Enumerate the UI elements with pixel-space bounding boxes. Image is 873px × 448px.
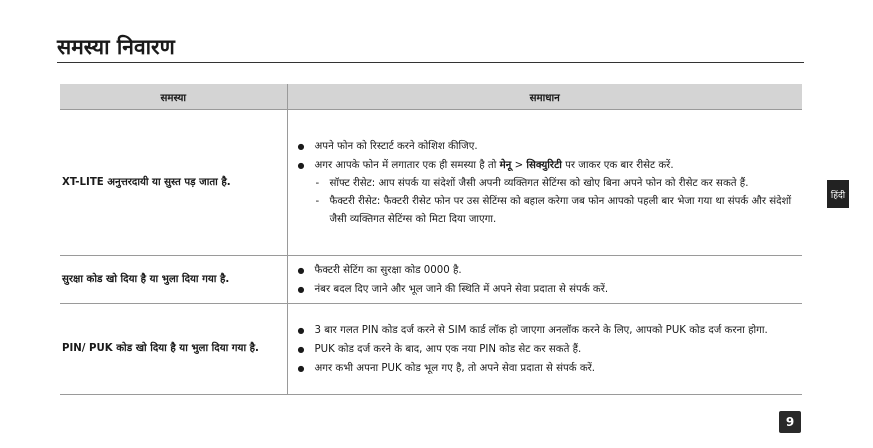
language-side-tab: हिंदी — [827, 180, 849, 208]
solution-bullet: ● नंबर बदल दिए जाने और भूल जाने की स्थिति में अपने सेवा प्रदाता से संपर्क करें. — [298, 280, 799, 299]
menu-label: मेनू — [499, 159, 512, 171]
solution-text: अगर आपके फोन में लगातार एक ही समस्या है तो — [314, 159, 497, 171]
title-divider — [57, 62, 804, 63]
page-number-badge: 9 — [779, 411, 801, 433]
problem-cell: XT-LITE अनुत्तरदायी या सुस्त पड़ जाता है. — [60, 110, 287, 256]
table-row — [60, 304, 802, 395]
solution-subitem-factory-reset: - फैक्टरी रीसेट: फैक्टरी रीसेट फोन पर उस सेटिंग्स को बहाल करेगा जब फोन आपको पहली बार भेजा गया था संपर्क और संदेशों जैसी व्यक्तिगत सेटिंग्स को मिटा दिया जाएगा. — [298, 193, 799, 229]
solution-subitem-soft-reset: - सॉफ्ट रीसेट: आप संपर्क या संदेशों जैसी अपनी व्यक्तिगत सेटिंग्स को खोए बिना अपने फोन को रीसेट कर सकते हैं. — [298, 175, 799, 193]
table-row — [60, 110, 802, 256]
solution-bullet: ● 3 बार गलत PIN कोड दर्ज करने से SIM कार्ड लॉक हो जाएगा अनलॉक करने के लिए, आपको PUK कोड दर्ज करना होगा. — [298, 321, 799, 340]
column-header-problem: समस्या — [60, 84, 287, 110]
security-label: सिक्युरिटी — [526, 159, 562, 171]
solution-cell — [287, 304, 802, 395]
table-row — [60, 256, 802, 304]
problem-cell: PIN/ PUK कोड खो दिया है या भुला दिया गया है. — [60, 304, 287, 395]
solution-cell — [287, 110, 802, 256]
table-header-row — [60, 84, 802, 110]
solution-bullet: ● अगर कभी अपना PUK कोड भूल गए है, तो अपने सेवा प्रदाता से संपर्क करें. — [298, 359, 799, 378]
solution-bullet — [298, 156, 799, 175]
column-header-solution: समाधान — [287, 84, 802, 110]
solution-text: पर जाकर एक बार रीसेट करें. — [565, 159, 674, 171]
menu-separator: > — [514, 159, 524, 171]
problem-cell: सुरक्षा कोड खो दिया है या भुला दिया गया है. — [60, 256, 287, 304]
solution-bullet: ● PUK कोड दर्ज करने के बाद, आप एक नया PIN कोड सेट कर सकते हैं. — [298, 340, 799, 359]
solution-bullet: ● अपने फोन को रिस्टार्ट करने कोशिश कीजिए. — [298, 137, 799, 156]
solution-bullet: ● फैक्टरी सेटिंग का सुरक्षा कोड 0000 है. — [298, 261, 799, 280]
troubleshooting-table — [60, 84, 802, 395]
page-title: समस्या निवारण — [57, 35, 175, 59]
solution-cell — [287, 256, 802, 304]
